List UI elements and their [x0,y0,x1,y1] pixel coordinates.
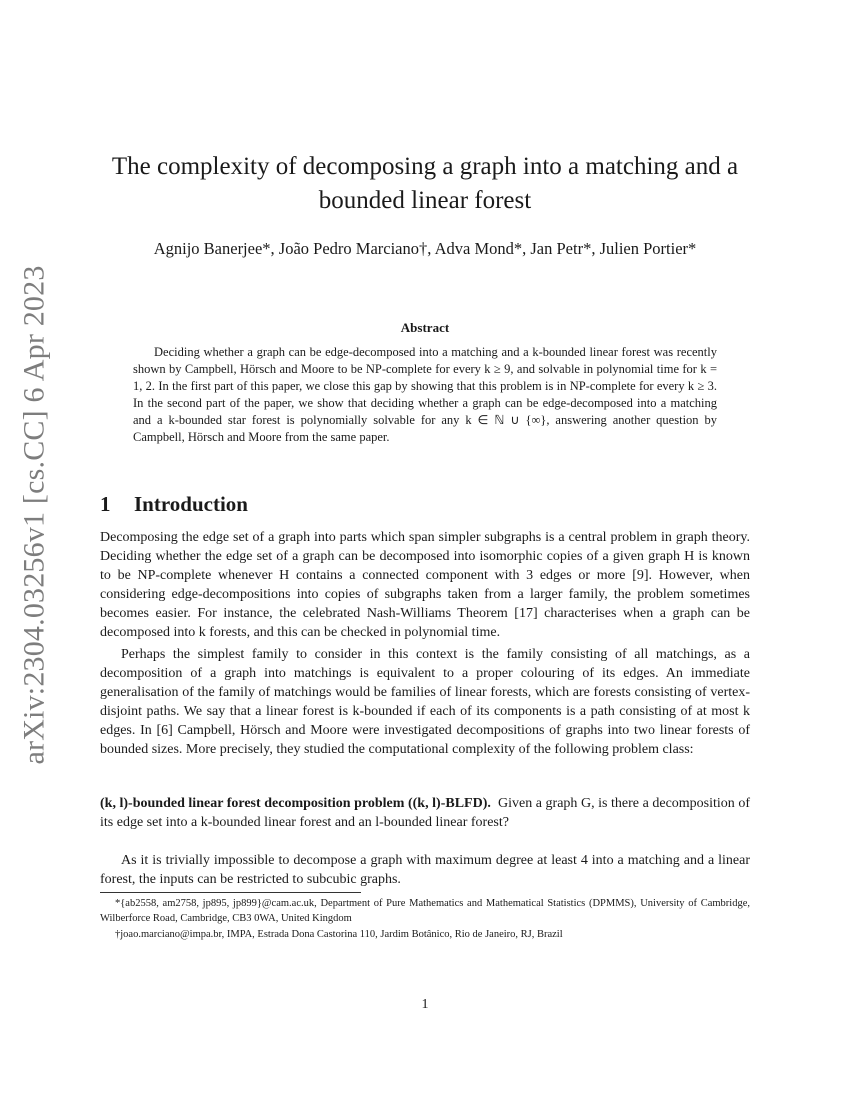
paper-title: The complexity of decomposing a graph into a matching and a bounded linear forest [111,153,739,214]
footnote-rule [100,892,361,893]
closing-paragraph: As it is trivially impossible to decompose a graph with maximum degree at least 4 into a matching and a linear forest, the inputs can be restricted to subcubic graphs. [100,853,750,887]
problem-text: Given a graph G, is there a decomposition of its edge set into a k-bounded linear forest and an l-bounded linear forest? [100,796,751,830]
problem-statement [100,794,750,832]
footnote-1: *{ab2558, am2758, jp895, jp899}@cam.ac.uk, Department of Pure Mathematics and Mathematical Statistics (DPMMS), University of Cambridge, Wilberforce Road, Cambridge, CB3 0WA, United Kingdom [100,898,750,924]
author-list: Agnijo Banerjee*, João Pedro Marciano†, Adva Mond*, Jan Petr*, Julien Portier* [153,239,697,258]
intro-paragraph-2: Perhaps the simplest family to consider in this context is the family consisting of all matchings, as a decomposition of a graph into matchings is equivalent to a proper colouring of its edges. An immediate generalisation of the family of matchings would be families of linear forests, which are forests consisting of vertex-disjoint paths. We say that a linear forest is k-bounded if each of its components is a path consisting of at most k edges. In [6] Campbell, Hörsch and Moore were investigated decompositions of graphs into two linear forests of bounded sizes. More precisely, they studied the computational complexity of the following problem class: [100,647,750,757]
section-heading [100,491,248,517]
footnote-2: †joao.marciano@impa.br, IMPA, Estrada Dona Castorina 110, Jardim Botânico, Rio de Janeiro, RJ, Brazil [115,929,563,940]
abstract-text: Deciding whether a graph can be edge-decomposed into a matching and a k-bounded linear forest was recently shown by Campbell, Hörsch and Moore to be NP-complete for every k ≥ 9, and solvable in polynomial time for k = 1, 2. In the first part of this paper, we close this gap by showing that this problem is in NP-complete for every k ≥ 3. In the second part of the paper, we show that deciding whether a graph can be edge-decomposed into a matching and a k-bounded star forest is polynomially solvable for any k ∈ ℕ ∪ {∞}, answering another question by Campbell, Hörsch and Moore from the same paper. [133,345,717,444]
page-number: 1 [421,997,429,1012]
arxiv-identifier-sidebar [10,265,60,765]
arxiv-identifier: arXiv:2304.03256v1 [cs.CC] 6 Apr 2023 [18,265,51,765]
intro-paragraph-1: Decomposing the edge set of a graph into parts which span simpler subgraphs is a central problem in graph theory. Deciding whether the edge set of a graph can be decomposed into isomorphic copies of a given graph H is known to be NP-complete whenever H contains a connected component with 3 edges or more [9]. However, when considering edge-decompositions into copies of subgraphs taken from a larger family, the problem sometimes becomes easier. For instance, the celebrated Nash-Williams Theorem [17] characterises when a graph can be decomposed into k forests, and this can be checked in polynomial time. [100,530,750,640]
section-title: Introduction [134,492,248,516]
section-number: 1 [100,492,111,516]
problem-name: (k, l)-bounded linear forest decomposition problem ((k, l)-BLFD). [100,796,491,811]
abstract-heading: Abstract [400,320,450,335]
